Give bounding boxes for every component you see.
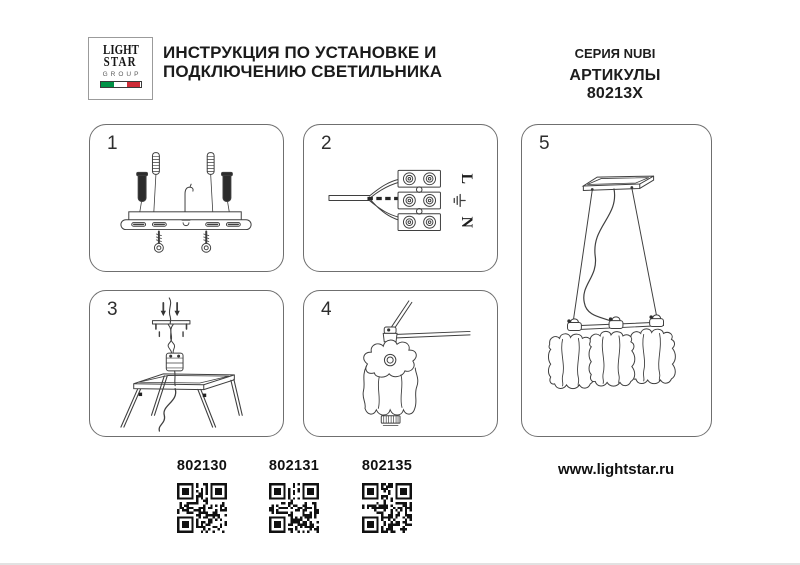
step-3-number: 3 — [107, 299, 118, 320]
website-url: www.lightstar.ru — [558, 461, 675, 478]
step-4-number: 4 — [321, 299, 332, 320]
step-1-panel — [89, 124, 284, 272]
canopy-assembly-diagram — [90, 291, 283, 436]
series-block — [540, 46, 690, 103]
article-code: 802130 — [176, 458, 228, 474]
step-3-panel — [89, 290, 284, 437]
step-1-number: 1 — [107, 133, 118, 154]
page-title-line1: ИНСТРУКЦИЯ ПО УСТАНОВКЕ И — [163, 43, 437, 62]
logo-text-star: STAR — [103, 54, 138, 70]
italian-flag-icon — [100, 81, 142, 88]
articles-title: АРТИКУЛЫ 80213X — [569, 67, 661, 102]
shade-socket-assembly-diagram — [304, 291, 497, 436]
article-code: 802135 — [361, 458, 413, 474]
qr-code-icon — [269, 483, 319, 533]
lightstar-logo — [88, 37, 153, 100]
page-title — [163, 43, 442, 81]
step-2-number: 2 — [321, 133, 332, 154]
logo-text-light: LIGHT — [102, 43, 139, 58]
terminal-block-wiring-diagram — [304, 125, 497, 271]
step-5-panel — [521, 124, 712, 437]
qr-code-icon — [177, 483, 227, 533]
step-5-number: 5 — [539, 133, 550, 154]
wire-label-neutral: N — [458, 216, 476, 228]
assembled-pendant-diagram — [522, 125, 711, 436]
qr-code-icon — [362, 483, 412, 533]
step-4-panel — [303, 290, 498, 437]
step-2-panel — [303, 124, 498, 272]
article-802130 — [174, 458, 230, 533]
earth-ground-icon — [454, 195, 465, 207]
series-name: СЕРИЯ NUBI — [574, 46, 656, 61]
wire-label-live: L — [458, 173, 476, 185]
article-code: 802131 — [268, 458, 320, 474]
page-title-line2: ПОДКЛЮЧЕНИЮ СВЕТИЛЬНИКА — [163, 62, 443, 81]
article-802131 — [266, 458, 322, 533]
logo-text-group: GROUP — [102, 71, 142, 78]
article-802135 — [359, 458, 415, 533]
mounting-plate-diagram — [90, 125, 283, 271]
